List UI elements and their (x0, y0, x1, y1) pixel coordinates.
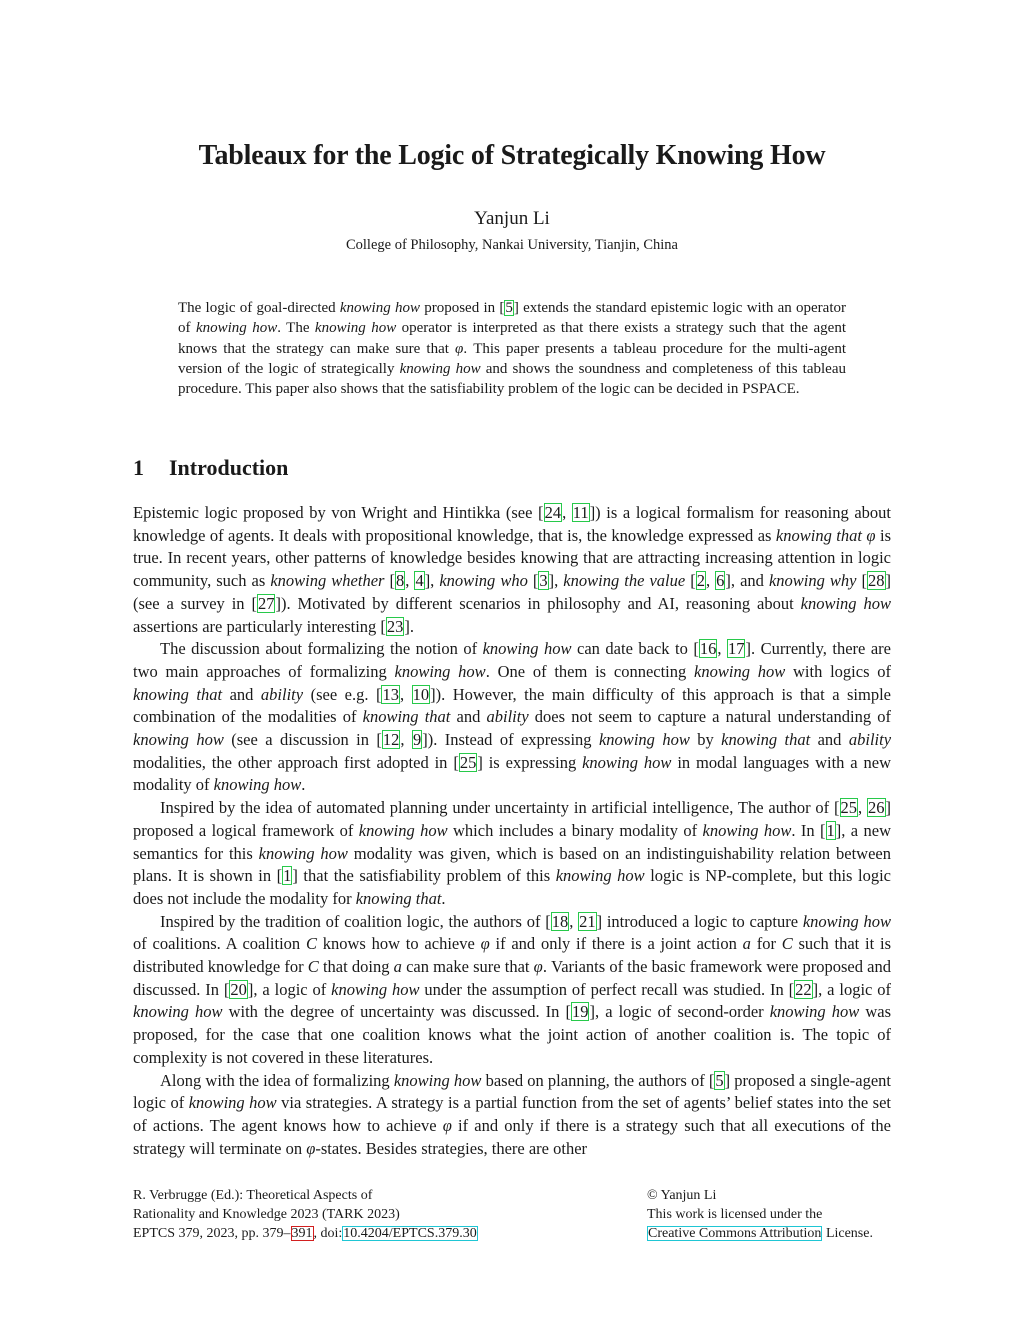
citation-link[interactable]: 4 (415, 571, 424, 591)
paragraph: The discussion about formalizing the notion of knowing how can date back to [16, 17]. Currently, there are two main approaches of formalizing knowing how. One of them is connecting knowing how with logics of knowing that and ability (see e.g. [13, 10]). However, the main difficulty of this approach is that a simple combination of the modalities of knowing that and ability does not seem to capture a natural understanding of knowing how (see a discussion in [12, 9]). Instead of expressing knowing how by knowing that and ability modalities, the other approach first adopted in [25] is expressing knowing how in modal languages with a new modality of knowing how. (133, 639, 892, 795)
paragraph: Inspired by the idea of automated planning under uncertainty in artificial intelligence, The author of [25, 26] proposed a logical framework of knowing how which includes a binary modality of knowing how. In [1], a new semantics for this knowing how modality was given, which is based on an indistinguishability relation between plans. It is shown in [1] that the satisfiability problem of this knowing how logic is NP-complete, but this logic does not include the modality for knowing that. (133, 798, 891, 908)
citation-link[interactable]: 10 (412, 684, 430, 704)
footer-license (647, 1186, 873, 1243)
citation-link[interactable]: 19 (571, 1002, 589, 1022)
citation-link[interactable]: 1 (283, 866, 292, 886)
citation-link[interactable]: 6 (716, 571, 725, 591)
citation-link[interactable]: 25 (840, 798, 858, 818)
body-text (133, 502, 891, 1160)
citation-link[interactable]: 5 (505, 300, 513, 316)
citation-link[interactable]: 26 (868, 798, 885, 818)
section-title: Introduction (169, 455, 289, 480)
citation-link[interactable]: 3 (539, 571, 548, 591)
last-page-link[interactable]: 391 (291, 1226, 313, 1241)
citation-link[interactable]: 13 (382, 684, 399, 704)
citation-link[interactable]: 22 (795, 979, 812, 999)
citation-link[interactable]: 9 (412, 730, 422, 750)
doi-link[interactable]: 10.4204/EPTCS.379.30 (343, 1226, 477, 1241)
license-link-line: Creative Commons Attribution License. (648, 1226, 873, 1241)
citation-link[interactable]: 25 (459, 752, 477, 772)
citation-link[interactable]: 16 (699, 639, 717, 659)
copyright-notice: © Yanjun Li (647, 1188, 717, 1203)
footer-line: Rationality and Knowledge 2023 (TARK 2023) (133, 1207, 400, 1222)
abstract: The logic of goal-directed knowing how proposed in [5] extends the standard epistemic logic with an operator of knowing how. The knowing how operator is interpreted as that there exists a strategy such that the agent knows that the strategy can make sure that φ. This paper presents a tableau procedure for the multi-agent version of the logic of strategically knowing how and shows the soundness and completeness of this tableau procedure. This paper also shows that the satisfiability problem of the logic can be decided in PSPACE. (178, 300, 846, 398)
footer-line: EPTCS 379, 2023, pp. 379–391, doi:10.4204/EPTCS.379.30 (133, 1226, 477, 1241)
citation-link[interactable]: 28 (868, 571, 885, 591)
citation-link[interactable]: 5 (715, 1070, 724, 1090)
citation-link[interactable]: 12 (382, 730, 400, 750)
citation-link[interactable]: 21 (579, 911, 596, 931)
license-line: This work is licensed under the (647, 1207, 823, 1222)
citation-link[interactable]: 20 (230, 979, 247, 999)
section-heading (133, 455, 288, 481)
footer-line: R. Verbrugge (Ed.): Theoretical Aspects of (133, 1188, 373, 1203)
citation-link[interactable]: 17 (727, 639, 745, 659)
paragraph: Epistemic logic proposed by von Wright and Hintikka (see [24, 11]) is a logical formalism for reasoning about knowledge of agents. It deals with propositional knowledge, that is, the knowledge expressed as knowing that φ is true. In recent years, other patterns of knowledge besides knowing that are attracting increasing attention in logic community, such as knowing whether [8, 4], knowing who [3], knowing the value [2, 6], and knowing why [28] (see a survey in [27]). Motivated by different scenarios in philosophy and AI, reasoning about knowing how assertions are particularly interesting [23]. (133, 503, 892, 636)
license-link[interactable]: Creative Commons Attribution (648, 1226, 822, 1241)
author-affiliation: College of Philosophy, Nankai University, Tianjin, China (345, 237, 678, 253)
citation-link[interactable]: 27 (257, 593, 275, 613)
citation-link[interactable]: 18 (551, 911, 569, 931)
section-number: 1 (133, 455, 144, 480)
paper-title: Tableaux for the Logic of Strategically Knowing How (198, 140, 826, 171)
citation-link[interactable]: 24 (544, 503, 562, 522)
citation-link[interactable]: 11 (572, 503, 589, 522)
citation-link[interactable]: 8 (396, 571, 405, 591)
paragraph: Along with the idea of formalizing knowing how based on planning, the authors of [5] proposed a single-agent logic of knowing how via strategies. A strategy is a partial function from the set of agents’ belief states into the set of actions. The agent knows how to achieve φ if and only if there is a strategy such that all executions of the strategy will terminate on φ-states. Besides strategies, there are other (133, 1070, 892, 1158)
footer-citation (133, 1186, 478, 1243)
author-name: Yanjun Li (474, 208, 550, 229)
citation-link[interactable]: 2 (696, 571, 705, 591)
paragraph: Inspired by the tradition of coalition logic, the authors of [18, 21] introduced a logic to capture knowing how of coalitions. A coalition C knows how to achieve φ if and only if there is a joint action a for C such that it is distributed knowledge for C that doing a can make sure that φ. Variants of the basic framework were proposed and discussed. In [20], a logic of knowing how under the assumption of perfect recall was studied. In [22], a logic of knowing how with the degree of uncertainty was discussed. In [19], a logic of second-order knowing how was proposed, for the case that one coalition knows what the joint action of another coalition is. The topic of complexity is not covered in these literatures. (133, 911, 892, 1067)
citation-link[interactable]: 23 (386, 616, 404, 636)
citation-link[interactable]: 1 (826, 820, 835, 840)
